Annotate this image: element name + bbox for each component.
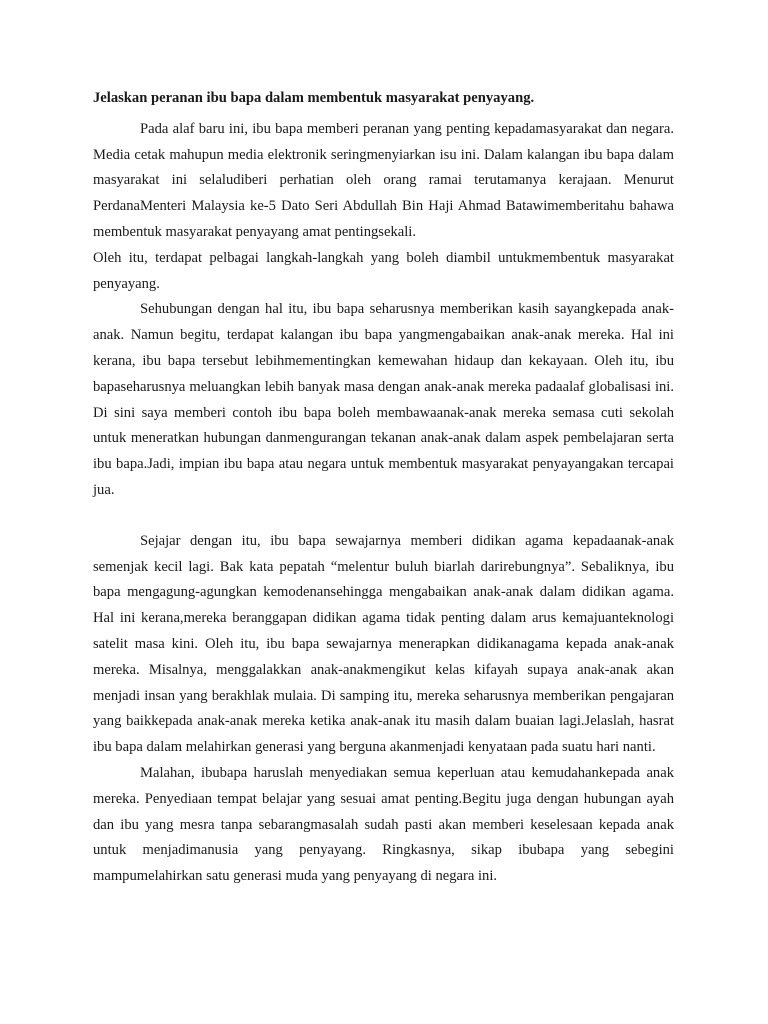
paragraph-didikan-agama: Sejajar dengan itu, ibu bapa sewajarnya memberi didikan agama kepadaanak-anak semenjak kecil lagi. Bak kata pepatah “melentur buluh biarlah darirebungnya”. Sebaliknya, ibu bapa mengagung-agungkan kemodenansehingga mengabaikan anak-anak dalam didikan agama. Hal ini kerana,mereka beranggapan didikan agama tidak penting dalam arus kemajuanteknologi satelit masa kini. Oleh itu, ibu bapa sewajarnya menerapkan didikanagama kepada anak-anak mereka. Misalnya, menggalakkan anak-anakmengikut kelas kifayah supaya anak-anak akan menjadi insan yang berakhlak mulaia. Di samping itu, mereka seharusnya memberikan pengajaran yang baikkepada anak-anak mereka ketika anak-anak itu masih dalam buaian lagi.Jelaslah, hasrat ibu bapa dalam melahirkan generasi yang berguna akanmenjadi kenyataan pada suatu hari nanti. — [93, 532, 674, 756]
paragraph-kasih-sayang: Sehubungan dengan hal itu, ibu bapa seharusnya memberikan kasih sayangkepada anak-anak. Namun begitu, terdapat kalangan ibu bapa yangmengabaikan anak-anak mereka. Hal ini kerana, ibu bapa tersebut lebihmementingkan kemewahan hidaup dan kekayaan. Oleh itu, ibu bapaseharusnya meluangkan lebih banyak masa dengan anak-anak mereka padaalaf globalisasi ini. Di sini saya memberi contoh ibu bapa boleh membawaanak-anak mereka semasa cuti sekolah untuk meneratkan hubungan danmengurangan tekanan anak-anak dalam aspek pembelajaran serta ibu bapa.Jadi, impian ibu bapa atau negara untuk membentuk masyarakat penyayangakan tercapai jua. — [93, 301, 674, 498]
paragraph-introduction: Pada alaf baru ini, ibu bapa memberi peranan yang penting kepadamasyarakat dan negara. Media cetak mahupun media elektronik seringmenyiarkan isu ini. Dalam kalangan ibu bapa dalam masyarakat ini selaludiberi perhatian oleh orang ramai terutamanya kerajaan. Menurut PerdanaMenteri Malaysia ke-5 Dato Seri Abdullah Bin Haji Ahmad Batawimemberitahu bahawa membentuk masyarakat penyayang amat pentingsekali. — [93, 120, 674, 240]
document-page — [93, 86, 674, 890]
paragraph-keperluan: Malahan, ibubapa haruslah menyediakan semua keperluan atau kemudahankepada anak mereka. Penyediaan tempat belajar yang sesuai amat penting.Begitu juga dengan hubungan ayah dan ibu yang mesra tanpa sebarangmasalah sudah pasti akan memberi keselesaan kepada anak untuk menjadimanusia yang penyayang. Ringkasnya, sikap ibubapa yang sebegini mampumelahirkan satu generasi muda yang penyayang di negara ini. — [93, 764, 674, 885]
essay-title: Jelaskan peranan ibu bapa dalam membentuk masyarakat penyayang. — [93, 90, 535, 106]
paragraph-transition: Oleh itu, terdapat pelbagai langkah-langkah yang boleh diambil untukmembentuk masyarakat penyayang. — [93, 249, 674, 292]
